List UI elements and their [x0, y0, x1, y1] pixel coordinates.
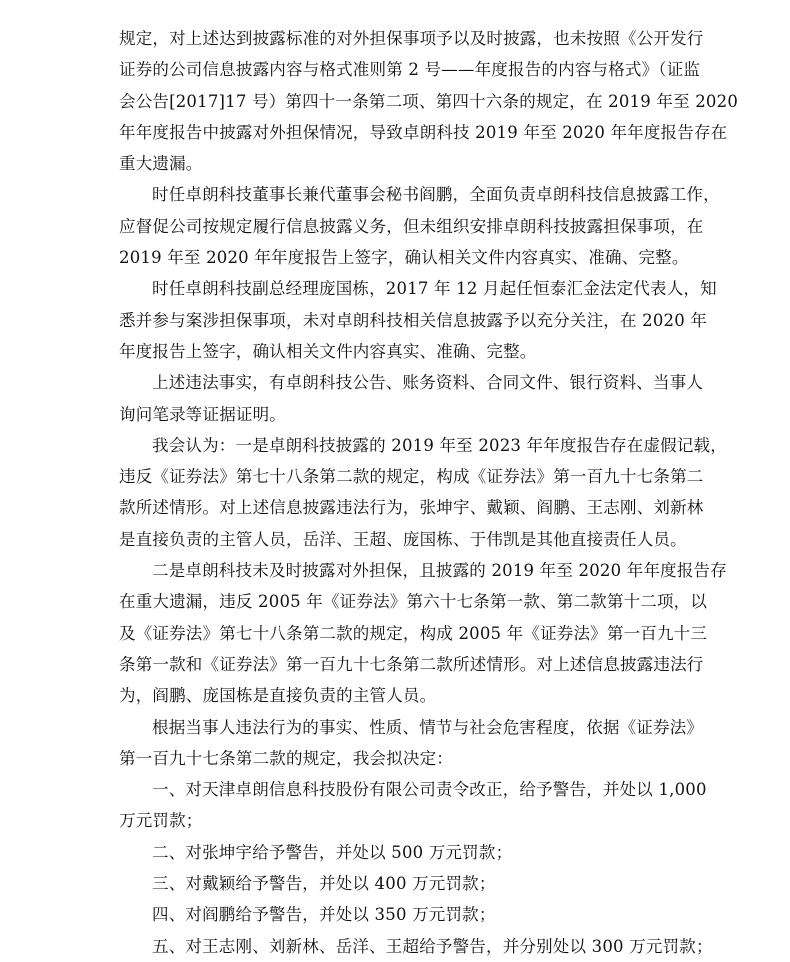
- text-line: 悉并参与案涉担保事项，未对卓朗科技相关信息披露予以充分关注，在 2020 年: [119, 310, 708, 330]
- paragraph-start-line: 时任卓朗科技副总经理庞国栋，2017 年 12 月起任恒泰汇金法定代表人，知: [152, 279, 717, 299]
- text-line: 2019 年至 2020 年年度报告上签字，确认相关文件内容真实、准确、完整。: [119, 248, 689, 268]
- text-line: 会公告[2017]17 号）第四十一条第二项、第四十六条的规定，在 2019 年至 2020: [119, 91, 739, 111]
- text-line: 及《证券法》第七十八条第二款的规定，构成 2005 年《证券法》第一百九十三: [119, 623, 708, 643]
- text-line: 规定，对上述达到披露标准的对外担保事项予以及时披露，也未按照《公开发行: [119, 29, 704, 48]
- text-line: 证券的公司信息披露内容与格式准则第 2 号——年度报告的内容与格式》（证监: [119, 60, 701, 80]
- text-line: 询问笔录等证据证明。: [119, 404, 286, 424]
- document-page: [119, 23, 739, 962]
- paragraph-start-line: 二是卓朗科技未及时披露对外担保，且披露的 2019 年至 2020 年年度报告存: [152, 561, 727, 581]
- text-line: 在重大遗漏，违反 2005 年《证券法》第六十七条第一款、第二款第十二项，以: [119, 592, 708, 612]
- paragraph-start-line: 时任卓朗科技董事长兼代董事会秘书阎鹏，全面负责卓朗科技信息披露工作，: [152, 185, 720, 205]
- penalty-item-1: 一、对天津卓朗信息科技股份有限公司责令改正，给予警告，并处以 1,000: [152, 780, 707, 800]
- text-line: 是直接负责的主管人员，岳洋、王超、庞国栋、于伟凯是其他直接责任人员。: [119, 529, 687, 549]
- penalty-item-5: 五、对王志刚、刘新林、岳洋、王超给予警告，并分别处以 300 万元罚款；: [152, 936, 713, 956]
- text-line: 应督促公司按规定履行信息披露义务，但未组织安排卓朗科技披露担保事项，在: [119, 216, 704, 236]
- paragraph-start-line: 根据当事人违法行为的事实、性质、情节与社会危害程度，依据《证券法》: [152, 717, 704, 737]
- text-line: 款所述情形。对上述信息披露违法行为，张坤宇、戴颖、阎鹏、王志刚、刘新林: [119, 498, 704, 518]
- text-line: 违反《证券法》第七十八条第二款的规定，构成《证券法》第一百九十七条第二: [119, 467, 704, 487]
- penalty-item-4: 四、对阎鹏给予警告，并处以 350 万元罚款；: [152, 905, 496, 925]
- text-line: 第一百九十七条第二款的规定，我会拟决定：: [119, 748, 453, 768]
- penalty-item-3: 三、对戴颖给予警告，并处以 400 万元罚款；: [152, 874, 496, 894]
- text-line: 重大遗漏。: [119, 154, 203, 174]
- text-line: 万元罚款；: [119, 811, 203, 831]
- text-line: 为，阎鹏、庞国栋是直接负责的主管人员。: [119, 686, 437, 706]
- paragraph-start-line: 我会认为：一是卓朗科技披露的 2019 年至 2023 年年度报告存在虚假记载，: [152, 435, 727, 455]
- paragraph-start-line: 上述违法事实，有卓朗科技公告、账务资料、合同文件、银行资料、当事人: [152, 373, 704, 393]
- text-line: 年度报告上签字，确认相关文件内容真实、准确、完整。: [119, 341, 537, 361]
- penalty-item-2: 二、对张坤宇给予警告，并处以 500 万元罚款；: [152, 842, 513, 862]
- text-line: 条第一款和《证券法》第一百九十七条第二款所述情形。对上述信息披露违法行: [119, 654, 704, 674]
- text-line: 年年度报告中披露对外担保情况，导致卓朗科技 2019 年至 2020 年年度报告存在: [119, 122, 728, 142]
